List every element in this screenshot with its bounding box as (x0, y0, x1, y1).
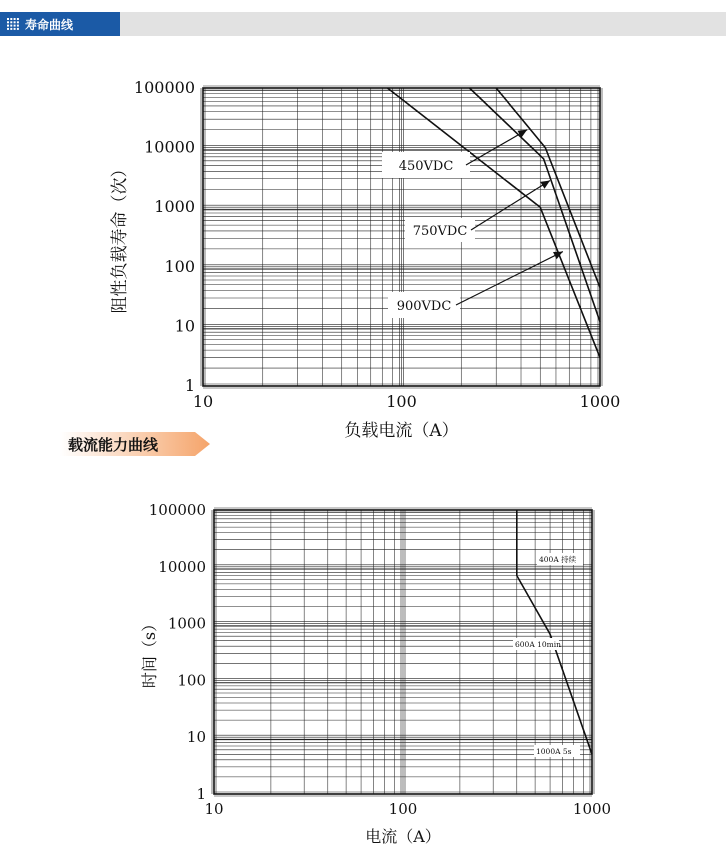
annotation-label: 400A 持续 (539, 555, 577, 564)
y-tick-label: 100 (177, 671, 206, 690)
y-tick-label: 1 (196, 785, 206, 803)
y-tick-label: 100000 (133, 78, 195, 97)
annotation-arrowhead (517, 130, 527, 138)
y-tick-label: 10 (174, 316, 195, 336)
y-axis-title: 时间（s） (140, 615, 159, 689)
y-tick-label: 10000 (144, 137, 195, 157)
x-axis-title: 电流（A） (365, 827, 441, 846)
y-tick-label: 10000 (158, 557, 206, 576)
annotation-label: 1000A 5s (536, 747, 572, 756)
annotation-label: 450VDC (398, 159, 454, 174)
y-axis-title: 阻性负载寿命（次） (110, 160, 130, 314)
x-axis-title: 负载电流（A） (344, 421, 459, 441)
y-tick-label: 100000 (148, 501, 206, 519)
x-tick-label: 100 (386, 392, 417, 411)
annotation-label: 600A 10min (515, 640, 561, 649)
y-tick-label: 1000 (167, 614, 206, 633)
annotation-arrowhead (540, 181, 550, 189)
y-tick-label: 10 (186, 728, 206, 747)
y-tick-label: 1000 (154, 197, 195, 217)
section-title: 载流能力曲线 (68, 436, 159, 454)
series-line (470, 88, 601, 322)
annotation-arrow (456, 252, 563, 305)
x-tick-label: 1000 (572, 800, 612, 818)
header-title: 寿命曲线 (25, 17, 74, 32)
section-current-capacity (60, 432, 210, 456)
current-capacity-chart (0, 464, 726, 864)
x-tick-label: 10 (192, 392, 214, 411)
x-tick-label: 100 (388, 800, 418, 818)
y-tick-label: 1 (184, 376, 195, 395)
x-tick-label: 1000 (579, 392, 621, 411)
annotation-label: 900VDC (396, 299, 452, 314)
annotation-label: 750VDC (412, 224, 468, 239)
y-tick-label: 100 (164, 256, 195, 276)
x-tick-label: 10 (204, 800, 224, 818)
series-line (496, 88, 600, 288)
